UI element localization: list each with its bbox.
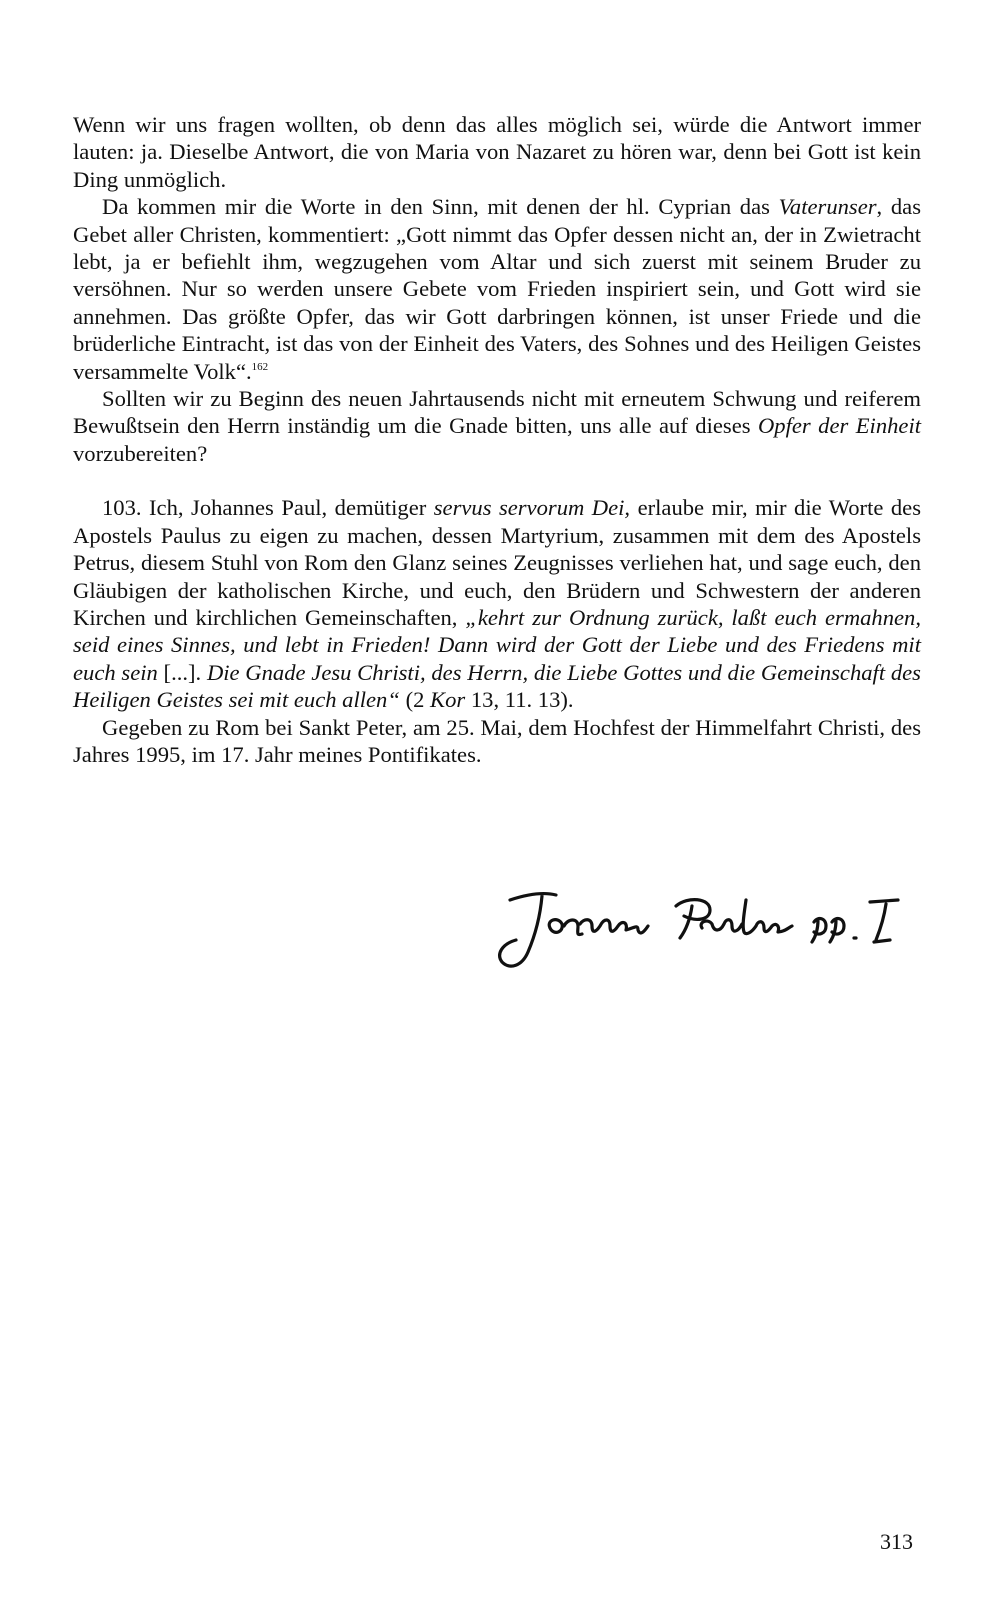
paragraph-closing: Gegeben zu Rom bei Sankt Peter, am 25. Mai, dem Hochfest der Himmelfahrt Christi, des Jahres 1995, im 17. Jahr meines Pontifikates.: [73, 714, 921, 767]
page-number: 313: [880, 1529, 913, 1554]
paragraph-2-text-a: Da kommen mir die Worte in den Sinn, mit denen der hl. Cyprian das: [102, 194, 779, 220]
paragraph-103-quote-2: Die Gnade Jesu Christi, des Herrn, die Liebe Gottes und die Gemeinschaft des Heiligen Geistes sei mit euch allen“: [73, 659, 921, 713]
paragraph-3-text-a: Sollten wir zu Beginn des neuen Jahrtausends nicht mit erneutem Schwung und reiferem Bewußtsein den Herrn inständig um die Gnade bitten, uns alle auf dieses: [73, 386, 921, 439]
handwritten-signature: [488, 866, 928, 986]
paragraph-103-text-a: 103. Ich, Johannes Paul, demütiger: [102, 495, 434, 521]
paragraph-2: [73, 193, 921, 385]
paragraph-103-ref-kor: Kor: [430, 687, 466, 713]
paragraph-103: [73, 494, 921, 713]
paragraph-103-quote-1: „kehrt zur Ordnung zurück, laßt euch ermahnen, seid eines Sinnes, und lebt in Frieden! Dann wird der Gott der Liebe und des Friedens mit euch sein: [73, 604, 921, 685]
paragraph-103-ref-b: 13, 11. 13).: [465, 687, 574, 713]
footnote-reference[interactable]: 162: [251, 360, 269, 373]
paragraph-2-italic-vaterunser: Vaterunser: [778, 194, 877, 220]
paragraph-1: Wenn wir uns fragen wollten, ob denn das alles möglich sei, würde die Antwort immer lauten: ja. Dieselbe Antwort, die von Maria von Nazaret zu hören war, denn bei Gott ist kein Ding unmöglich.: [73, 112, 921, 192]
body-text: [73, 111, 921, 768]
paragraph-103-italic-servus: servus servorum Dei,: [433, 495, 631, 521]
paragraph-3-text-c: vorzubereiten?: [73, 440, 208, 466]
paragraph-3-italic-opfer: Opfer der Einheit: [757, 413, 921, 439]
paragraph-2-text-c: , das Gebet aller Christen, kommentiert: „Gott nimmt das Opfer dessen nicht an, der in Zwietracht lebt, ja er befiehlt ihm, wegzugehen vom Altar und sich zuerst mit seinem Bruder zu versöhnen. Nur so werden unsere Gebete vom Frieden inspiriert sein, und Gott wird sie annehmen. Das größte Opfer, das wir Gott darbringen können, ist unser Friede und die brüderliche Eintracht, ist das von der Einheit des Vaters, des Sohnes und des Heiligen Geistes versammelte Volk“.: [73, 194, 921, 384]
paragraph-103-ellipsis: [...].: [157, 659, 207, 685]
paragraph-3: [73, 385, 921, 467]
signature-drawing: [488, 866, 928, 986]
paragraph-103-text-c: erlaube mir, mir die Worte des Apostels Paulus zu eigen zu machen, dessen Martyrium, zusammen mit dem des Apostels Petrus, diesem Stuhl von Rom den Glanz seines Zeugnisses verliehen hat, und sage euch, den Gläubigen der katholischen Kirche, und euch, den Brüdern und Schwestern der anderen Kirchen und kirchlichen Gemeinschaften,: [73, 495, 921, 630]
paragraph-103-ref-a: (2: [399, 687, 431, 713]
